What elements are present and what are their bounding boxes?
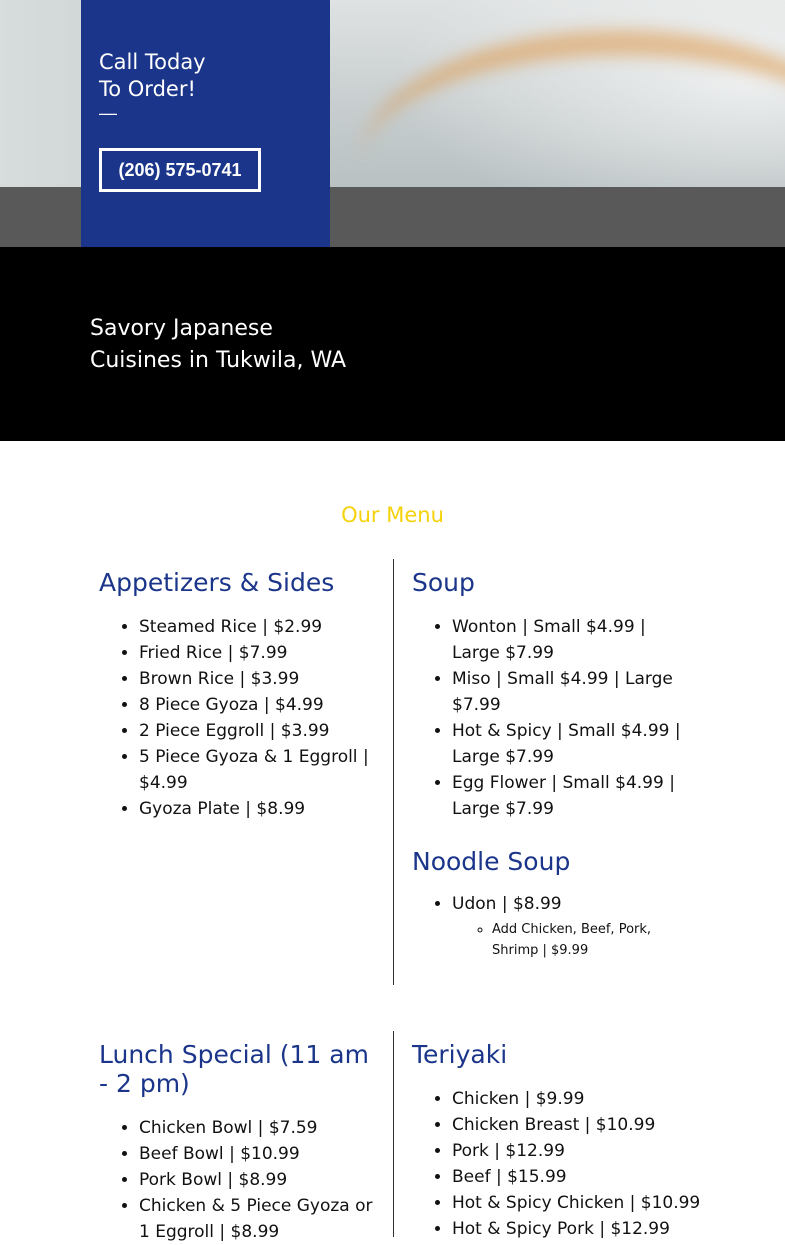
menu-item: • Hot & Spicy | Small $4.99 | Large $7.99 — [452, 718, 692, 770]
phone-button[interactable]: (206) 575-0741 — [99, 148, 261, 192]
column-divider — [393, 1031, 394, 1237]
item-list — [412, 1086, 702, 1242]
menu-item: • Pork Bowl | $8.99 — [139, 1167, 379, 1193]
menu-item: • Beef Bowl | $10.99 — [139, 1141, 379, 1167]
menu-item: • Hot & Spicy Pork | $12.99 — [452, 1216, 702, 1242]
section-title: Lunch Special (11 am - 2 pm) — [99, 1040, 369, 1098]
menu-item: • 5 Piece Gyoza & 1 Eggroll | $4.99 — [139, 744, 379, 796]
tagline: Savory Japanese Cuisines in Tukwila, WA — [90, 316, 347, 373]
menu-item: • Hot & Spicy Chicken | $10.99 — [452, 1190, 702, 1216]
menu-heading: Our Menu — [341, 503, 444, 527]
menu-item: • Chicken Bowl | $7.59 — [139, 1115, 379, 1141]
item-list — [412, 891, 692, 961]
menu-item: • Egg Flower | Small $4.99 | Large $7.99 — [452, 770, 692, 822]
menu-item: • Chicken Breast | $10.99 — [452, 1112, 702, 1138]
item-list — [412, 614, 692, 822]
menu-item: • Brown Rice | $3.99 — [139, 666, 379, 692]
section-title: Teriyaki — [412, 1040, 508, 1069]
menu-item: • Steamed Rice | $2.99 — [139, 614, 379, 640]
menu-item: • 8 Piece Gyoza | $4.99 — [139, 692, 379, 718]
call-to-order-title: Call Today To Order! — [99, 50, 206, 101]
menu-item: • 2 Piece Eggroll | $3.99 — [139, 718, 379, 744]
menu-item — [452, 891, 692, 961]
menu-item-label: Udon | $8.99 — [452, 894, 562, 914]
item-list — [99, 614, 379, 822]
section-appetizers — [99, 568, 379, 822]
section-teriyaki — [412, 1040, 702, 1242]
menu-item: • Wonton | Small $4.99 | Large $7.99 — [452, 614, 692, 666]
menu-item: • Chicken | $9.99 — [452, 1086, 702, 1112]
call-to-order-panel — [81, 0, 330, 247]
section-title: Noodle Soup — [412, 847, 571, 876]
menu-item: • Chicken & 5 Piece Gyoza or 1 Eggroll | $8.99 — [139, 1193, 379, 1245]
section-title: Soup — [412, 568, 475, 597]
menu-item: • Pork | $12.99 — [452, 1138, 702, 1164]
menu-item: • Miso | Small $4.99 | Large $7.99 — [452, 666, 692, 718]
sub-item-list — [452, 919, 692, 961]
column-divider — [393, 559, 394, 985]
menu-item: • Beef | $15.99 — [452, 1164, 702, 1190]
title-dash: — — [99, 103, 117, 123]
section-soup — [412, 568, 692, 961]
menu-sub-item: ◦ Add Chicken, Beef, Pork, Shrimp | $9.99 — [492, 919, 692, 961]
section-title: Appetizers & Sides — [99, 568, 335, 597]
item-list — [99, 1115, 379, 1245]
menu-item: • Fried Rice | $7.99 — [139, 640, 379, 666]
section-lunch-special — [99, 1040, 379, 1245]
menu-item: • Gyoza Plate | $8.99 — [139, 796, 379, 822]
